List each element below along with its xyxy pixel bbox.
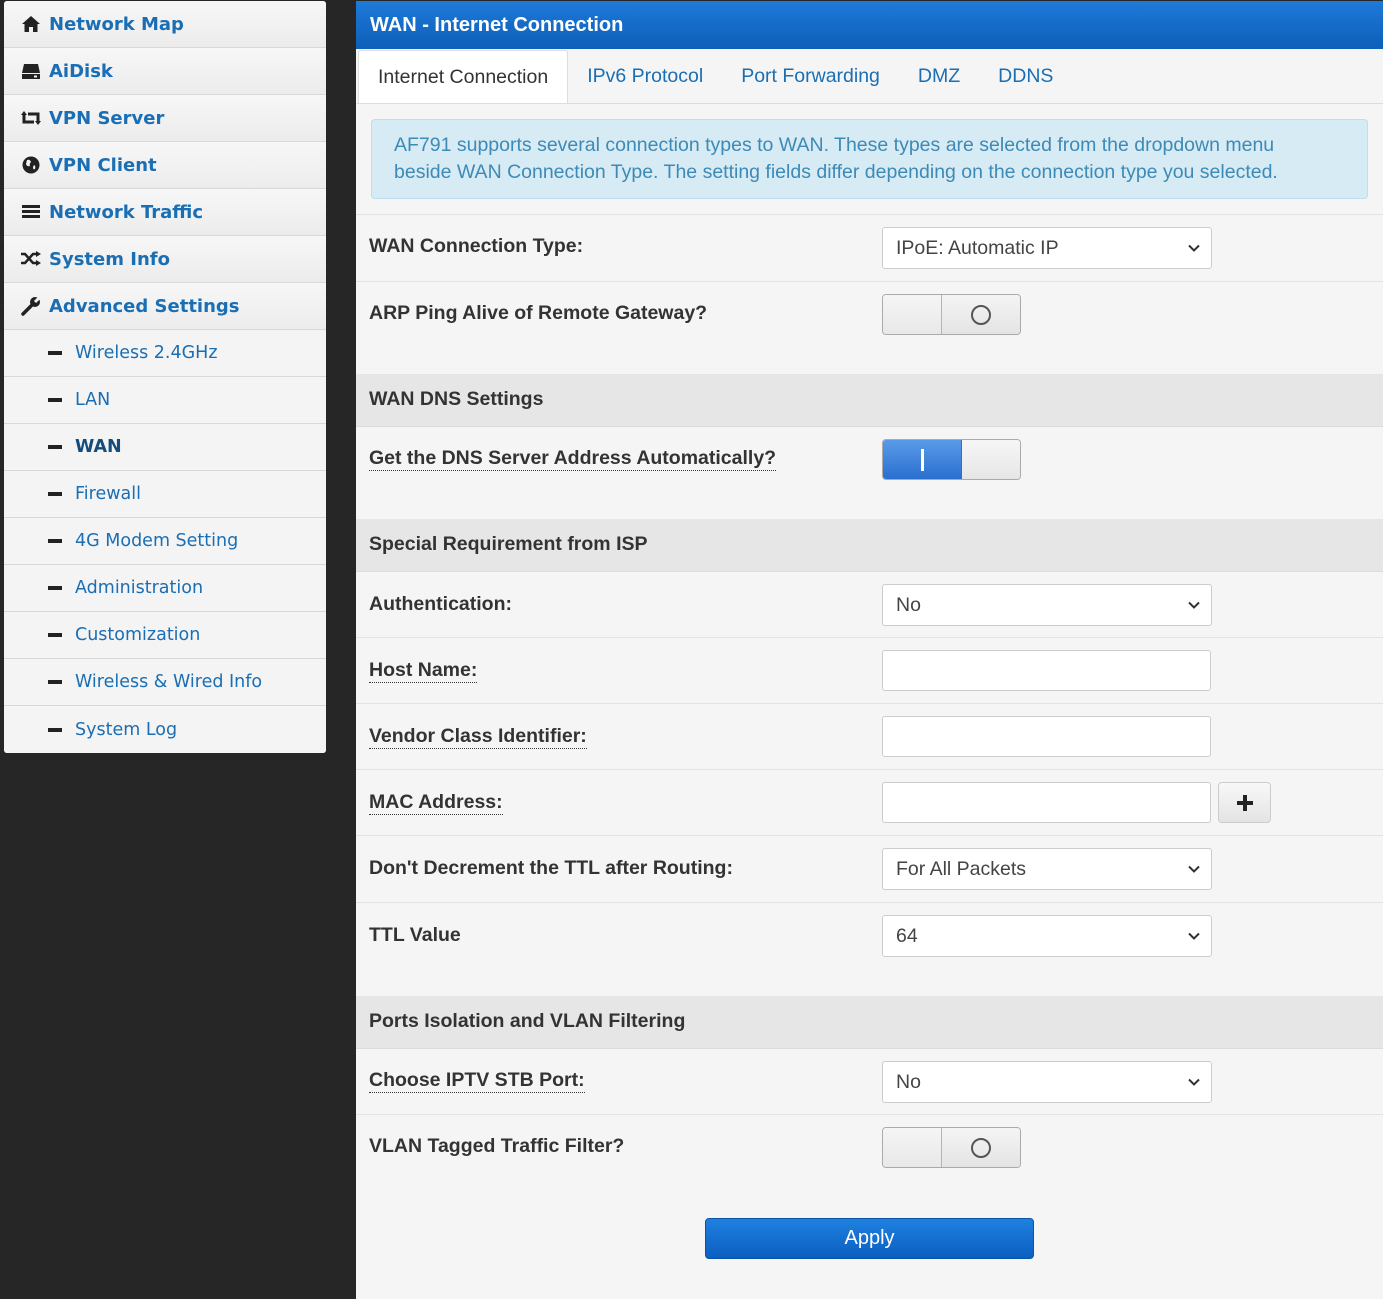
minus-icon	[48, 445, 62, 449]
arp-label: ARP Ping Alive of Remote Gateway?	[369, 302, 708, 324]
minus-icon	[48, 728, 62, 732]
mac-clone-button[interactable]	[1218, 782, 1271, 823]
mac-row	[356, 770, 1383, 836]
minus-icon	[48, 633, 62, 637]
mac-address-input[interactable]	[882, 782, 1211, 823]
host-row	[356, 638, 1383, 704]
sidebar	[4, 1, 326, 753]
subnav-label: Firewall	[75, 484, 141, 504]
iptv-row	[356, 1049, 1383, 1115]
subnav-4g-modem-setting[interactable]	[4, 518, 326, 565]
subnav-label: LAN	[75, 390, 111, 410]
chevron-down-icon	[1186, 597, 1202, 613]
list-icon	[20, 201, 42, 223]
section-title: Special Requirement from ISP	[369, 533, 648, 555]
info-text-line1: AF791 supports several connection types to WAN. These types are selected from the dropdown menu	[394, 134, 1275, 156]
minus-icon	[48, 351, 62, 355]
chevron-down-icon	[1186, 240, 1202, 256]
wan-type-row	[356, 215, 1383, 282]
apply-button[interactable]: Apply	[705, 1218, 1034, 1259]
nav-vpn-client[interactable]	[4, 142, 326, 189]
iptv-select[interactable]	[882, 1061, 1212, 1103]
chevron-down-icon	[1186, 928, 1202, 944]
iptv-label: Choose IPTV STB Port:	[369, 1069, 585, 1091]
info-text-line2: beside WAN Connection Type. The setting fields differ depending on the connection type you selected.	[394, 161, 1278, 183]
subnav-label: WAN	[75, 437, 122, 457]
auth-row	[356, 572, 1383, 638]
wan-type-select[interactable]	[882, 227, 1212, 269]
plus-icon	[1236, 794, 1254, 812]
arp-toggle[interactable]	[882, 294, 1021, 335]
mac-label: MAC Address:	[369, 791, 503, 813]
nav-label: VPN Client	[49, 154, 157, 176]
vendor-label: Vendor Class Identifier:	[369, 725, 587, 747]
retweet-icon	[20, 107, 42, 129]
minus-icon	[48, 398, 62, 402]
vlan-filter-toggle[interactable]	[882, 1127, 1021, 1168]
tab-ipv6-protocol[interactable]: IPv6 Protocol	[587, 65, 704, 87]
subnav-lan[interactable]	[4, 377, 326, 424]
nav-system-info[interactable]	[4, 236, 326, 283]
wan-type-label: WAN Connection Type:	[369, 235, 584, 257]
auth-value: No	[896, 593, 921, 616]
subnav-label: 4G Modem Setting	[75, 531, 239, 551]
subnav-label: Wireless 2.4GHz	[75, 343, 218, 363]
ttl-label: TTL Value	[369, 924, 461, 946]
dns-auto-row	[356, 427, 1383, 519]
nav-label: AiDisk	[49, 60, 113, 82]
nav-label: System Info	[49, 248, 170, 270]
shuffle-icon	[20, 248, 42, 270]
ttl-select[interactable]	[882, 915, 1212, 957]
nav-aidisk[interactable]	[4, 48, 326, 95]
subnav-label: System Log	[75, 719, 178, 740]
wrench-icon	[20, 295, 42, 317]
ttl-dec-row	[356, 836, 1383, 903]
off-icon	[971, 305, 991, 325]
nav-label: Network Traffic	[49, 201, 204, 223]
subnav-wan[interactable]	[4, 424, 326, 471]
minus-icon	[48, 680, 62, 684]
tab-dmz[interactable]: DMZ	[917, 65, 961, 87]
ttl-dec-value: For All Packets	[896, 857, 1027, 880]
subnav-system-log[interactable]	[4, 706, 326, 753]
nav-advanced-settings[interactable]	[4, 283, 326, 330]
subnav-label: Administration	[75, 578, 204, 598]
section-isp	[356, 519, 1383, 572]
subnav-wireless-wired-info[interactable]	[4, 659, 326, 706]
subnav-label: Wireless & Wired Info	[75, 672, 263, 692]
tab-bar	[356, 49, 1383, 103]
wan-type-value: IPoE: Automatic IP	[896, 236, 1059, 259]
host-name-input[interactable]	[882, 650, 1211, 691]
section-wan-dns	[356, 374, 1383, 427]
section-title: WAN DNS Settings	[369, 388, 544, 410]
arp-row	[356, 282, 1383, 374]
section-vlan	[356, 996, 1383, 1049]
subnav-customization[interactable]	[4, 612, 326, 659]
subnav-wireless-24ghz[interactable]	[4, 330, 326, 377]
info-box	[371, 119, 1368, 199]
nav-label: Advanced Settings	[49, 295, 240, 317]
page-title: WAN - Internet Connection	[356, 1, 1383, 49]
vlan-filter-row	[356, 1115, 1383, 1181]
minus-icon	[48, 539, 62, 543]
subnav-administration[interactable]	[4, 565, 326, 612]
nav-label: VPN Server	[49, 107, 165, 129]
minus-icon	[48, 492, 62, 496]
main-panel	[356, 1, 1383, 1299]
on-icon	[921, 449, 924, 471]
dns-auto-label: Get the DNS Server Address Automatically?	[369, 447, 777, 469]
ttl-dec-label: Don't Decrement the TTL after Routing:	[369, 857, 733, 879]
dns-auto-toggle[interactable]	[882, 439, 1021, 480]
drive-icon	[20, 60, 42, 82]
tab-internet-connection[interactable]: Internet Connection	[358, 50, 568, 103]
nav-network-traffic[interactable]	[4, 189, 326, 236]
ttl-dec-select[interactable]	[882, 848, 1212, 890]
tab-port-forwarding[interactable]: Port Forwarding	[741, 65, 880, 87]
nav-label: Network Map	[49, 13, 184, 35]
ttl-row	[356, 903, 1383, 996]
subnav-firewall[interactable]	[4, 471, 326, 518]
host-label: Host Name:	[369, 659, 478, 681]
vendor-row	[356, 704, 1383, 770]
home-icon	[20, 13, 42, 35]
chevron-down-icon	[1186, 861, 1202, 877]
subnav-label: Customization	[75, 625, 201, 645]
tab-ddns[interactable]: DDNS	[998, 65, 1054, 87]
chevron-down-icon	[1186, 1074, 1202, 1090]
nav-vpn-server[interactable]	[4, 95, 326, 142]
auth-label: Authentication:	[369, 593, 512, 615]
vlan-filter-label: VLAN Tagged Traffic Filter?	[369, 1135, 625, 1157]
iptv-value: No	[896, 1070, 921, 1093]
minus-icon	[48, 586, 62, 590]
globe-icon	[20, 154, 42, 176]
off-icon	[971, 1138, 991, 1158]
ttl-value: 64	[896, 924, 918, 947]
auth-select[interactable]	[882, 584, 1212, 626]
section-title: Ports Isolation and VLAN Filtering	[369, 1010, 686, 1032]
nav-network-map[interactable]	[4, 1, 326, 48]
vendor-class-input[interactable]	[882, 716, 1211, 757]
